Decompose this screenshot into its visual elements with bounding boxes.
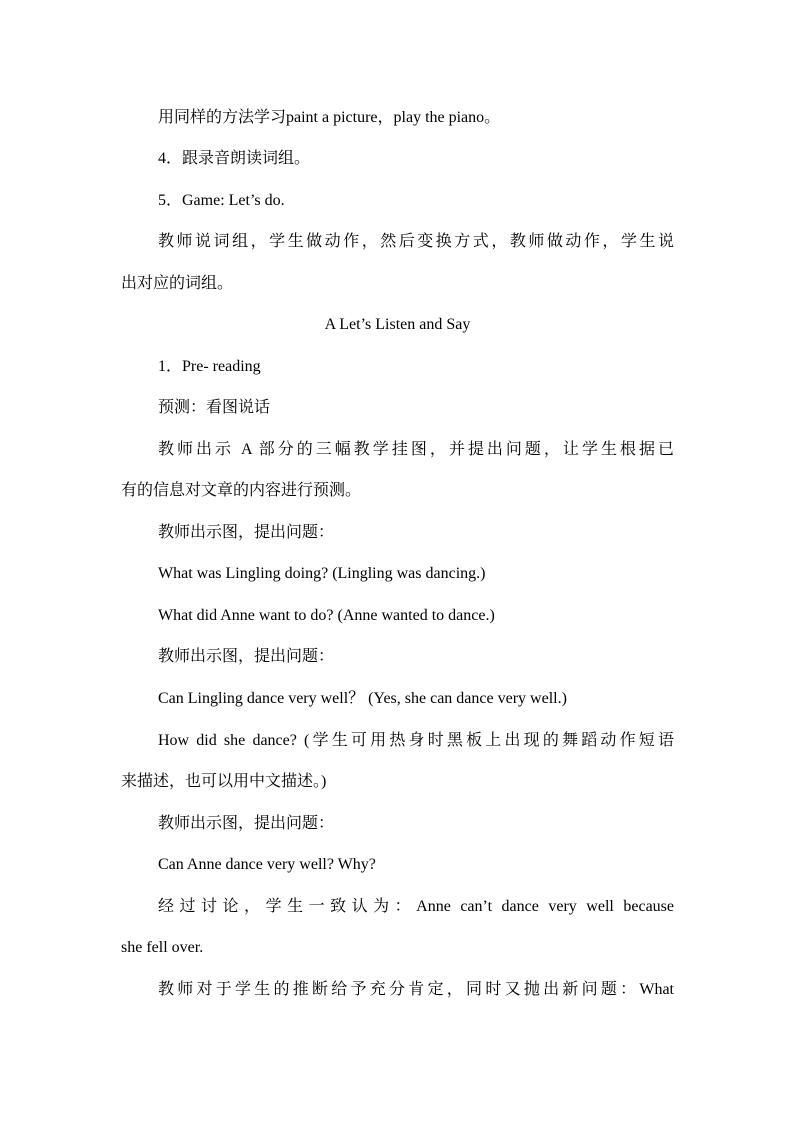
text-line-14: 教师出示图，提出问题： bbox=[158, 648, 335, 665]
text-line-1: 用同样的方法学习paint a picture，play the piano。 bbox=[158, 109, 501, 126]
text-line-9: 教师出示 A 部分的三幅教学挂图，并提出问题，让学生根据已 bbox=[158, 441, 674, 458]
text-line-2: 4．跟录音朗读词组。 bbox=[158, 150, 311, 167]
text-line-20: 经过讨论，学生一致认为：Anne can’t dance very well because bbox=[158, 898, 674, 915]
text-line-17: 来描述，也可以用中文描述。) bbox=[121, 773, 327, 790]
text-line-19: Can Anne dance very well? Why? bbox=[158, 856, 376, 873]
text-line-22: 教师对于学生的推断给予充分肯定，同时又抛出新问题：What bbox=[158, 981, 674, 998]
section-heading: A Let’s Listen and Say bbox=[324, 316, 471, 333]
text-line-8: 预测：看图说话 bbox=[158, 399, 271, 416]
text-line-7: 1．Pre- reading bbox=[158, 358, 261, 375]
text-line-10: 有的信息对文章的内容进行预测。 bbox=[121, 482, 362, 499]
text-line-13: What did Anne want to do? (Anne wanted to dance.) bbox=[158, 607, 495, 624]
text-line-12: What was Lingling doing? (Lingling was dancing.) bbox=[158, 565, 486, 582]
text-line-3: 5．Game: Let’s do. bbox=[158, 192, 285, 209]
text-line-11: 教师出示图，提出问题： bbox=[158, 524, 335, 541]
text-line-21: she fell over. bbox=[121, 939, 204, 956]
text-line-16: How did she dance? (学生可用热身时黑板上出现的舞蹈动作短语 bbox=[158, 732, 674, 749]
text-line-4: 教师说词组，学生做动作，然后变换方式，教师做动作，学生说 bbox=[158, 233, 674, 250]
text-line-15: Can Lingling dance very well？ (Yes, she can dance very well.) bbox=[158, 690, 567, 707]
text-line-5: 出对应的词组。 bbox=[121, 275, 234, 292]
text-line-18: 教师出示图，提出问题： bbox=[158, 815, 335, 832]
